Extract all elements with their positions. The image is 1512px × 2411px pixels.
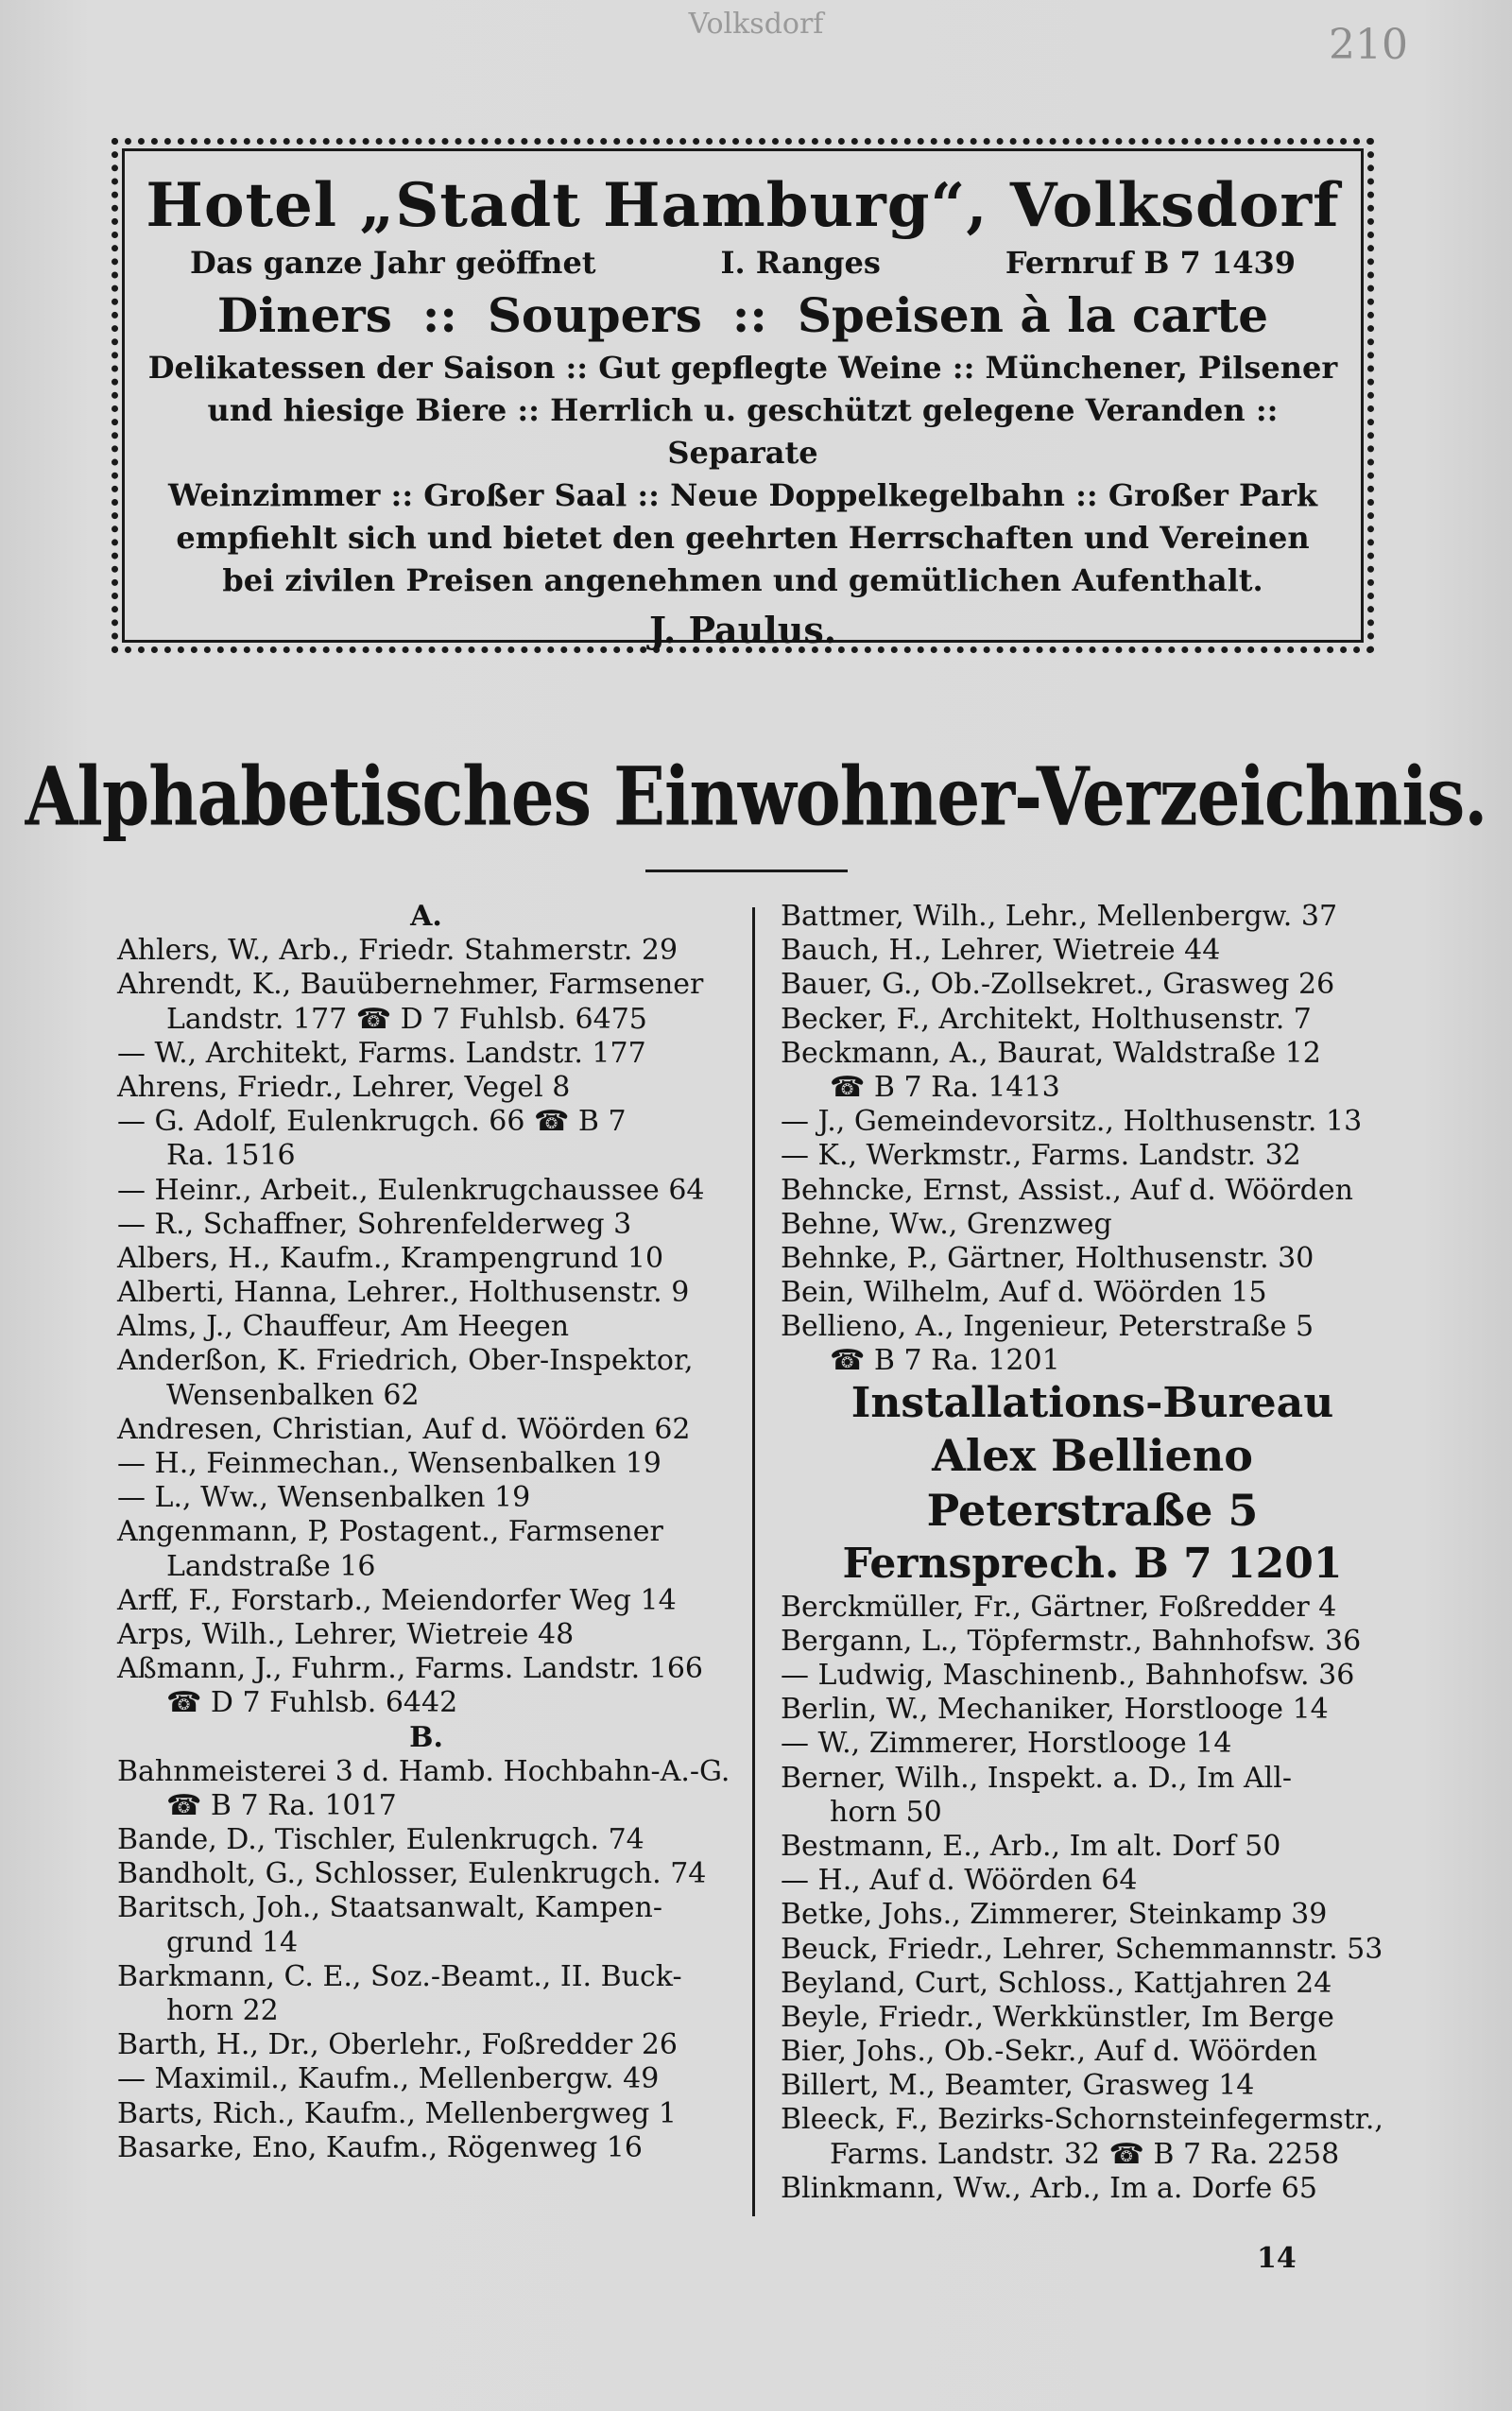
ad-open: Das ganze Jahr geöffnet (190, 245, 596, 281)
directory-entry: — J., Gemeindevorsitz., Holthusenstr. 13 (781, 1105, 1363, 1139)
ad-phone: Fernruf B 7 1439 (1005, 245, 1296, 281)
directory-entry: ☎ B 7 Ra. 1017 (166, 1788, 397, 1822)
directory-entry: ☎ B 7 Ra. 1201 (830, 1344, 1060, 1378)
directory-entry: Arps, Wilh., Lehrer, Wietreie 48 (117, 1617, 575, 1651)
directory-entry: — Maximil., Kaufm., Mellenbergw. 49 (117, 2062, 660, 2096)
ad-body (143, 347, 1343, 602)
ad-separator: :: (731, 287, 767, 343)
directory-heading: Alphabetisches Einwohner-Verzeichnis. (25, 749, 1487, 844)
directory-entry: Angenmann, P, Postagent., Farmsener (117, 1515, 663, 1549)
ad-body-line: Weinzimmer :: Großer Saal :: Neue Doppelkegelbahn :: Großer Park (168, 477, 1317, 513)
directory-entry: Behnke, P., Gärtner, Holthusenstr. 30 (781, 1241, 1314, 1275)
ad-subline (143, 241, 1343, 284)
install-ad-name: Alex Bellieno (932, 1429, 1253, 1481)
directory-entry: Bahnmeisterei 3 d. Hamb. Hochbahn-A.-G. (117, 1754, 730, 1788)
directory-entry: horn 50 (830, 1795, 942, 1829)
installation-advertisement (781, 1379, 1404, 1591)
right-column-entries (781, 900, 1404, 1379)
running-head: Volksdorf (688, 8, 824, 41)
directory-entry: Beyland, Curt, Schloss., Kattjahren 24 (781, 1966, 1332, 2000)
directory-entry: — K., Werkmstr., Farms. Landstr. 32 (781, 1139, 1301, 1173)
directory-entry: Arff, F., Forstarb., Meiendorfer Weg 14 (117, 1583, 677, 1617)
directory-entry: ☎ B 7 Ra. 1413 (830, 1070, 1060, 1104)
page-number: 14 (1257, 2242, 1297, 2275)
directory-entry: Betke, Johs., Zimmerer, Steinkamp 39 (781, 1898, 1328, 1932)
ad-signature: J. Paulus. (649, 609, 836, 651)
directory-entry: Beckmann, A., Baurat, Waldstraße 12 (781, 1036, 1321, 1070)
directory-entry: Barts, Rich., Kaufm., Mellenbergweg 1 (117, 2096, 677, 2130)
left-column (117, 900, 735, 2165)
ad-dish: Speisen à la carte (797, 287, 1269, 343)
directory-entry: Barkmann, C. E., Soz.-Beamt., II. Buck- (117, 1959, 682, 1993)
directory-entry: — G. Adolf, Eulenkrugch. 66 ☎ B 7 (117, 1105, 627, 1139)
ad-body-line: und hiesige Biere :: Herrlich u. geschützt gelegene Veranden :: Separate (207, 392, 1279, 471)
directory-entry: Landstraße 16 (166, 1549, 376, 1583)
ad-body-line: bei zivilen Preisen angenehmen und gemütlichen Aufenthalt. (222, 562, 1263, 598)
ad-body-line: empfiehlt sich und bietet den geehrten Herrschaften und Vereinen (176, 520, 1310, 556)
directory-entry: horn 22 (166, 1994, 279, 2027)
install-ad-address: Peterstraße 5 (926, 1484, 1259, 1536)
ad-dish: Diners (216, 287, 392, 343)
directory-entry: Behncke, Ernst, Assist., Auf d. Wöörden (781, 1173, 1353, 1207)
directory-entry: Bauer, G., Ob.-Zollsekret., Grasweg 26 (781, 968, 1335, 1002)
directory-entry: — Ludwig, Maschinenb., Bahnhofsw. 36 (781, 1659, 1355, 1692)
folio-number: 210 (1329, 21, 1408, 69)
directory-entry: Bauch, H., Lehrer, Wietreie 44 (781, 934, 1221, 968)
directory-entry: Billert, M., Beamter, Grasweg 14 (781, 2069, 1255, 2103)
directory-entry: Alberti, Hanna, Lehrer., Holthusenstr. 9 (117, 1276, 690, 1310)
ad-rank: I. Ranges (720, 245, 881, 281)
column-divider (752, 907, 755, 2216)
directory-entry: — R., Schaffner, Sohrenfelderweg 3 (117, 1207, 632, 1241)
directory-entry: — Heinr., Arbeit., Eulenkrugchaussee 64 (117, 1173, 705, 1207)
section-letter: B. (409, 1720, 443, 1754)
directory-entry: Albers, H., Kaufm., Krampengrund 10 (117, 1241, 664, 1275)
directory-entry: Battmer, Wilh., Lehr., Mellenbergw. 37 (781, 900, 1338, 933)
directory-entry: Beuck, Friedr., Lehrer, Schemmannstr. 53 (781, 1932, 1383, 1966)
directory-entry: Behne, Ww., Grenzweg (781, 1207, 1112, 1241)
directory-entry: Bein, Wilhelm, Auf d. Wöörden 15 (781, 1276, 1267, 1310)
directory-entry: Berlin, W., Mechaniker, Horstlooge 14 (781, 1693, 1329, 1727)
directory-entry: Landstr. 177 ☎ D 7 Fuhlsb. 6475 (166, 1002, 647, 1036)
directory-entry: — W., Zimmerer, Horstlooge 14 (781, 1727, 1232, 1761)
directory-entry: — H., Feinmechan., Wensenbalken 19 (117, 1447, 662, 1480)
directory-entry: Bandholt, G., Schlosser, Eulenkrugch. 74 (117, 1857, 707, 1891)
heading-rule (645, 870, 848, 872)
hotel-advertisement (112, 138, 1374, 653)
directory-entry: Barth, H., Dr., Oberlehr., Foßredder 26 (117, 2028, 678, 2062)
directory-entry: Andresen, Christian, Auf d. Wöörden 62 (117, 1412, 691, 1446)
directory-entry: — H., Auf d. Wöörden 64 (781, 1864, 1138, 1898)
directory-entry: Ahlers, W., Arb., Friedr. Stahmerstr. 29 (117, 934, 679, 968)
directory-entry: Farms. Landstr. 32 ☎ B 7 Ra. 2258 (830, 2137, 1340, 2171)
directory-entry: ☎ D 7 Fuhlsb. 6442 (166, 1686, 458, 1720)
directory-entry: Alms, J., Chauffeur, Am Heegen (117, 1310, 570, 1344)
directory-entry: Bergann, L., Töpfermstr., Bahnhofsw. 36 (781, 1624, 1362, 1658)
directory-entry: Wensenbalken 62 (166, 1378, 420, 1412)
directory-entry: Beyle, Friedr., Werkkünstler, Im Berge (781, 2000, 1334, 2034)
directory-entry: Baritsch, Joh., Staatsanwalt, Kampen- (117, 1891, 663, 1925)
directory-entry: — W., Architekt, Farms. Landstr. 177 (117, 1036, 646, 1070)
directory-entry: Blinkmann, Ww., Arb., Im a. Dorfe 65 (781, 2171, 1317, 2205)
ad-dish: Soupers (487, 287, 702, 343)
install-ad-title: Installations-Bureau (850, 1378, 1334, 1427)
right-column (781, 900, 1404, 2206)
directory-entry: Bleeck, F., Bezirks-Schornsteinfegermstr., (781, 2103, 1383, 2137)
directory-entry: Berckmüller, Fr., Gärtner, Foßredder 4 (781, 1590, 1337, 1624)
directory-entry: Berner, Wilh., Inspekt. a. D., Im All- (781, 1761, 1292, 1795)
directory-entry: Ahrendt, K., Bauübernehmer, Farmsener (117, 968, 704, 1002)
directory-entry: Ra. 1516 (166, 1139, 296, 1173)
ad-separator: :: (421, 287, 457, 343)
directory-entry: Aßmann, J., Fuhrm., Farms. Landstr. 166 (117, 1652, 703, 1686)
directory-entry: Basarke, Eno, Kaufm., Rögenweg 16 (117, 2130, 643, 2164)
directory-entry: Becker, F., Architekt, Holthusenstr. 7 (781, 1002, 1312, 1036)
directory-entry: Anderßon, K. Friedrich, Ober-Inspektor, (117, 1344, 694, 1378)
section-letter: A. (410, 900, 442, 933)
directory-entry: — L., Ww., Wensenbalken 19 (117, 1481, 531, 1515)
directory-entry: Ahrens, Friedr., Lehrer, Vegel 8 (117, 1070, 571, 1104)
install-ad-phone: Fernsprech. B 7 1201 (842, 1539, 1343, 1588)
directory-entry: Bier, Johs., Ob.-Sekr., Auf d. Wöörden (781, 2035, 1317, 2069)
directory-entry: Bellieno, A., Ingenieur, Peterstraße 5 (781, 1310, 1314, 1344)
ad-title: Hotel „Stadt Hamburg“, Volksdorf (146, 170, 1340, 241)
directory-entry: grund 14 (166, 1925, 299, 1959)
directory-entry: Bande, D., Tischler, Eulenkrugch. 74 (117, 1823, 644, 1857)
right-column-entries (781, 1591, 1404, 2206)
directory-entry: Bestmann, E., Arb., Im alt. Dorf 50 (781, 1829, 1281, 1863)
ad-body-line: Delikatessen der Saison :: Gut gepflegte Weine :: Münchener, Pilsener (147, 350, 1338, 386)
ad-dishes (143, 284, 1343, 347)
